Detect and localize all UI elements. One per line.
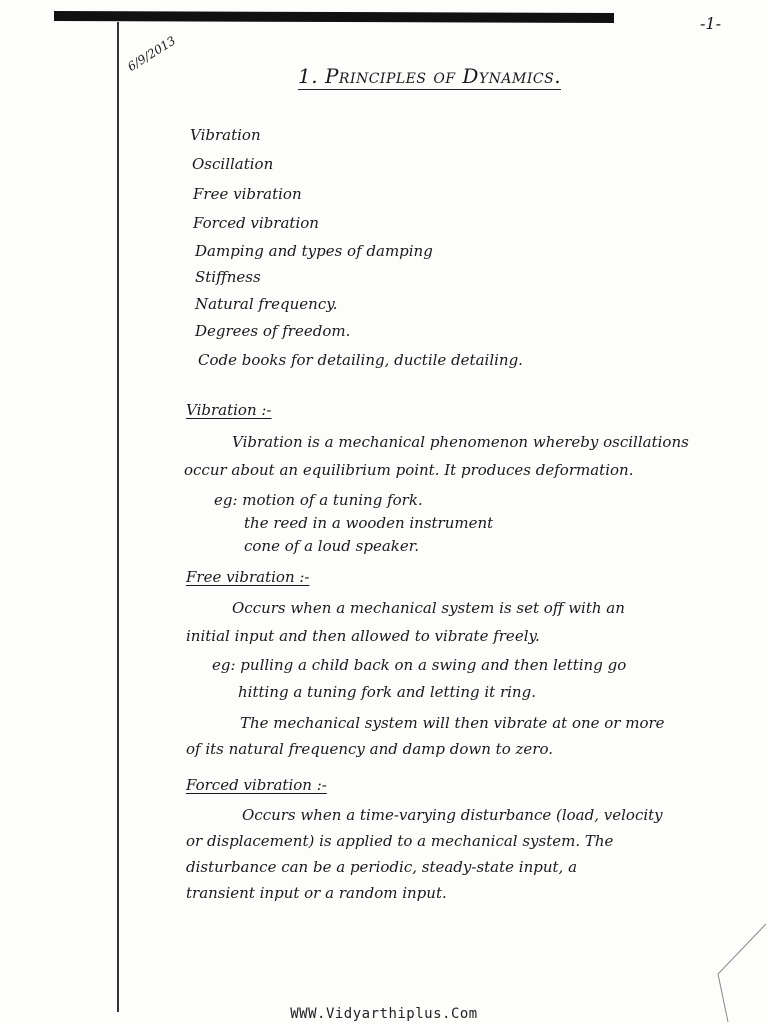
footer-watermark: WWW.Vidyarthiplus.Com: [290, 1006, 478, 1022]
forced-vibration-line: disturbance can be a periodic, steady-state input, a: [186, 858, 578, 876]
top-rule: [54, 11, 614, 23]
vibration-example: eg: motion of a tuning fork.: [214, 491, 423, 509]
topic-item: Forced vibration: [193, 214, 319, 232]
free-vibration-line: initial input and then allowed to vibrate freely.: [186, 627, 540, 645]
free-vibration-example: hitting a tuning fork and letting it ring.: [238, 683, 536, 701]
page-number: -1-: [700, 14, 721, 33]
topic-item: Degrees of freedom.: [195, 322, 351, 340]
page-title: 1. Principles of Dynamics.: [298, 64, 562, 88]
forced-vibration-line: or displacement) is applied to a mechanical system. The: [186, 832, 614, 850]
margin-line: [117, 22, 119, 1012]
forced-vibration-line: transient input or a random input.: [186, 884, 447, 902]
free-vibration-line: Occurs when a mechanical system is set off with an: [232, 599, 625, 617]
date: 6/9/2013: [125, 33, 179, 74]
forced-vibration-heading: Forced vibration :-: [186, 776, 327, 794]
topic-item: Free vibration: [193, 185, 302, 203]
free-vibration-heading: Free vibration :-: [186, 568, 310, 586]
free-vibration-line: of its natural frequency and damp down to zero.: [186, 740, 553, 758]
topic-item: Vibration: [190, 126, 261, 144]
topic-item: Stiffness: [195, 268, 261, 286]
free-vibration-example: eg: pulling a child back on a swing and then letting go: [212, 656, 627, 674]
vibration-heading: Vibration :-: [186, 401, 272, 419]
vibration-line: occur about an equilibrium point. It produces deformation.: [184, 461, 634, 479]
vibration-example: the reed in a wooden instrument: [244, 514, 494, 532]
vibration-line: Vibration is a mechanical phenomenon whereby oscillations: [232, 433, 689, 451]
topic-item: Code books for detailing, ductile detailing.: [198, 351, 523, 369]
forced-vibration-line: Occurs when a time-varying disturbance (load, velocity: [242, 806, 663, 824]
vibration-example: cone of a loud speaker.: [244, 537, 420, 555]
topic-item: Natural frequency.: [195, 295, 338, 313]
topic-item: Oscillation: [192, 155, 274, 173]
free-vibration-line: The mechanical system will then vibrate at one or more: [240, 714, 665, 732]
topic-item: Damping and types of damping: [195, 242, 433, 260]
